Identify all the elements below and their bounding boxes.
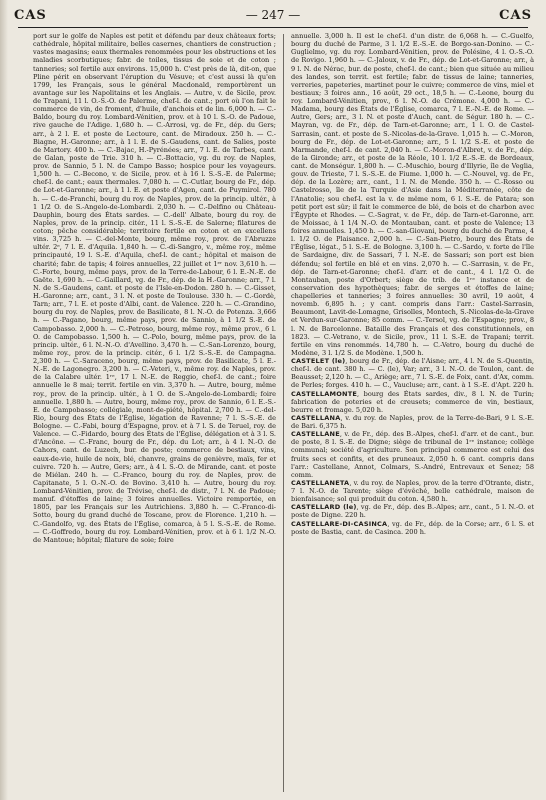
right-column: [291, 32, 534, 794]
left-column-text: port sur le golfe de Naples est petit et défendu par deux châteaux forts; cathédrale, hôpital militaire, belles casernes, chantiers de construction ; vastes magasins; eaux thermales renommées pour les obstructions et les maladies scorbutiques; fabr. de toiles, tissus de soie et de coton ; tanneries; sol fertile aux environs. 15,000 h. C'est près de là, dit-on, que Pline périt en observant l'éruption du Vésuve; et c'est aussi là qu'en 1799, les Français, sous le général Macdonald, remportèrent un avantage sur les Napolitains et les Anglais. — Autre, v. de Sicile, prov. de Trapani, 11 l. O.-S.-O. de Palerme, chef-l. de cant.; port où l'on fait le commerce de vin, de froment, d'huile, d'anchois et de lin. 6,000 h. — C.-Baldo, bourg du roy. Lombard-Vénitien, prov. et à 10 l. S.-O. de Padoue, rive gauche de l'Adige. 1,680 h. — C.-Arrosi, vg. de Fr., dép. du Gers; arr., à 2 l. E. et poste de Lectoure, cant. de Miradoux. 250 h. — C.-Biagne, H.-Garonne; arr., à 1 l. E. de S.-Gaudens, cant. de Salies, poste de Martory. 400 h. — C.-Bajac, H.-Pyrénées; arr., 7 l. E. de Tarbes, cant. de Galan, poste de Trie. 310 h. — C.-Bottacio, vg. du roy. de Naples, prov. de Sannio, 5 l. N. de Campo Basso; hospice pour les voyageurs. 1,500 h. — C.-Becono, v. de Sicile, prov. et à 16 l. S.-S.-E. de Palerme; chef-l. de cant.; eaux thermales. 7,080 h. — C.-Cutlar, bourg de Fr., dép. de Lot-et-Garonne; arr., à 1 l. E. et poste d'Agen, cant. de Puymirol. 780 h. — C.-de-Franchi, bourg du roy. de Naples, prov. de la princip. ultér., à 1 1/2 O. de S.-Angelo-de-Lombardi. 2,030 h. — C.-Delfino ou Château-Dauphin, bourg des États sardes. — C.-dell' Albate, bourg du roy. de Naples, prov. de la princip. citér., 11 l. S.-S.-E. de Salerne; filatures de coton; pêche considérable; territoire fertile en coton et en excellens vins. 3,725 h. — C.-del-Monte, bourg, même roy., prov. de l'Abruzze ultér. 2ᵉ, 7 l. E. d'Aquila. 1,840 h. — C.-di-Sangro, v., même roy., même principauté, 19 l. S.-E. d'Aquila, chef-l. de cant.; hôpital et maison de charité; fabr. de tapis; 4 foires annuelles, 22 juillet et 1ᵉʳ nov. 3,610 h. — C.-Forte, bourg, même pays, prov. de la Terre-de-Labour, 6 l. E.-N.-E. de Gaëte. 1,690 h. — C.-Gaillard, vg. de Fr., dép. de la H.-Garonne; arr., 7 l. N. de S.-Gaudens, cant. et poste de l'Isle-en-Dodon. 280 h. — C.-Gisset, H.-Garonne; arr., cant., 3 l. N. et poste de Toulouse. 330 h. — C.-Gordè, Tarn; arr., 7 l. E. et poste d'Albi, cant. de Valence. 220 h. — C.-Grandino, bourg du roy. de Naples, prov. de Basilicate, 8 l. N.-O. de Potenza. 3,666 h. — C.-Pagano, bourg, même pays, prov. de Sannio, à 1 1/2 S.-E. de Campobasso. 2,000 h. — C.-Petroso, bourg, même roy., même prov., 6 l. O. de Campobasso. 1,500 h. — C.-Polo, bourg, même pays, prov. de la princip. ultér., 6 l. N.-N.-O. d'Avellino. 3,470 h. — C.-San-Lorenzo, bourg, même roy., prov. de la princip. citér., 6 l. 1/2 S.-S.-E. de Campagna. 2,300 h. — C.-Saraceno, bourg, même pays, prov. de Basilicate, 5 l. E.-N.-E. de Lagonegro. 3,200 h. — C.-Veteri, v., même roy. de Naples, prov. de la Calabre ultér. 1ʳᵉ, 17 l. N.-E. de Reggio, chef-l. de cant.; foire annuelle le 8 mai; territ. fertile en vin. 3,370 h. — Autre, bourg, même roy., prov. de la princip. ultér., à 1 O. de S.-Angelo-de-Lombardi; foire annuelle. 1,880 h. — Autre, bourg, même roy., prov. de Sannio, 6 l. E.-S.-E. de Campobasso; collégiale, mont-de-piété, hôpital. 2,700 h. — C.-del-Rio, bourg des États de l'Église, légation de Ravenne; 7 l. S.-S.-E. de Bologne. — C.-Fabi, bourg d'Espagne, prov. et à 7 l. S. de Teruel, roy. de Valence. — C.-Fidardo, bourg des États de l'Église, délégation et à 3 l. S. d'Ancône. — C.-Franc, bourg de Fr., dép. du Lot; arr., à 4 l. N.-O. de Cahors, cant. de Luzech, bur. de poste; commerce de bestiaux, vins, eaux-de-vie, huile de noix, blé, chanvre, grains de genièvre, maïs, fer et cuivre. 720 h. — Autre, Gers; arr., à 4 l. S.-O. de Mirande, cant. et poste de Miélan. 240 h. — C.-Franco, bourg du roy. de Naples, prov. de Capitanate, 5 l. O.-N.-O. de Bovino. 3,410 h. — Autre, bourg du roy. Lombard-Vénitien, prov. de Trévise, chef-l. de distr., 7 l. N. de Padoue; manuf. d'étoffes de laine; 3 foires annuelles. Victoire remportée, en 1805, par les Français sur les Autrichiens. 3,880 h. — C.-Franco-di-Sotto, bourg du grand duché de Toscane, prov. de Florence. 1,210 h. — C.-Gandolfo, vg. des États de l'Église, comarca, à 5 l. S.-S.-E. de Rome. — C.-Goffredo, bourg du roy. Lombard-Vénitien, prov. et à 6 l. 1/2 N.-O. de Mantoue; hôpital; filature de soie; foire: [33, 32, 276, 544]
entry-headword: CASTELET (le): [291, 357, 346, 365]
entry-headword: CASTELLANE: [291, 430, 340, 439]
entry-body: , v. de Fr., dép. des B.-Alpes, chef-l. d'arr. et de cant., bur. de poste, 8 l. S.-E. de Digne; siège de tribunal de 1ʳᵉ instance; collège communal; société d'agriculture. Son principal commerce est celui des fruits secs et confits, et des pruneaux. 2,050 h. 6 cant. compris dans l'arr.: Castellane, Annot, Colmars, S.-André, Entrevaux et Senez; 58 comm.: [291, 430, 534, 479]
right-column-text: annuelle. 3,000 h. Il est le chef-l. d'un distr. de 6,068 h. — C.-Guelfo, bourg du duché de Parme, 3 l. 1/2 E.-S.-E. de Borgo-san-Donino. — C.-Guglielmo, vg. du roy. Lombard-Vénitien, prov. de Polésine, 4 l. O.-S.-O. de Rovigo. 1,960 h. — C.-Jaloux, v. de Fr., dép. de Lot-et-Garonne; arr., à 9 l. N. de Nérac, bur. de poste, chef-l. de cant.; bien que située au milieu des landes, son territ. est fertile; fabr. de tissus de laine; tanneries, verreries, papeteries, martinet pour le cuivre; commerce de vins, miel et bestiaux; 3 foires ann., 16 août, 29 oct., 18,5 h. — C.-Leone, bourg du roy. Lombard-Vénitien, prov., 6 l. N.-O. de Crémone. 4,000 h. — C.-Madama, bourg des États de l'Église, comarca, 7 l. E.-N.-E. de Rome. — Autre, Gers; arr., 3 l. N. et poste d'Auch, cant. de Ségur. 180 h. — C.-Mayran, vg. de Fr., dép. de Tarn-et-Garonne; arr., 1 l. O. de Castel-Sarrasin, cant. et poste de S.-Nicolas-de-la-Grave. 1,015 h. — C.-Moron, bourg de Fr., dép. de Lot-et-Garonne; arr., 5 l. 1/2 S.-E. et poste de Marmande, chef-l. de cant. 2,040 h. — C.-Moron-d'Albret, v. de Fr., dép. de la Gironde; arr., et poste de la Réole, 10 l. 1/2 E.-S.-E. de Bordeaux, cant. de Monségur. 1,800 h. — C.-Muschio, bourg d'Illyrie, île de Veglia, gouv. de Trieste, 7 l. S.-S.-E. de Fiume. 1,000 h. — C.-Nouvel, vg. de Fr., dép. de la Lozère; arr., cant., 1 l. N. de Mende. 350 h. — C.-Rosso ou Castelrosso, île de la Turquie d'Asie dans la Méditerranée, côte de l'Anatolie; sou chef-l. est la v. de même nom, 6 l. S.-E. de Patara; son petit port est sûr; il fait le commerce de blé, de bois et de charbon avec l'Égypte et Rhodes. — C.-Sagrat, v. de Fr., dép. de Tarn-et-Garonne, arr. de Moissac, à 1 1/4 N.-O. de Montauban, cant. et poste de Valence; 13 foires annuelles. 1,450 h. — C.-san-Giovani, bourg du duché de Parme, 4 l. 1/2 O. de Plaisance. 2,000 h. — C.-San-Pietro, bourg des États de l'Église, légat., 5 l. S.-E. de Bologne. 3,100 h. — C.-Sardo, v. forte de l'île de Sardaigne, div. de Sassari, 7 l. N.-E. de Sassari; son port est bien défendu; sol fertile en blé et en vins. 2,070 h. — C.-Sarrasin, v. de Fr., dép. de Tarn-et-Garonne; chef-l. d'arr. et de cant., 4 l. 1/2 O. de Montauban, poste d'Orbert; siège de trib. de 1ʳᵉ instance et de conservation des hypothèques; fabr. de serges et étoffes de laine; chapelleries et tanneries; 3 foires annuelles: 30 avril, 19 août, 4 novemb. 6,895 h. ; y cant. compris dans l'arr.: Castel-Sarrasin, Beaumont, Lavit-de-Lomagne, Grisolles, Montech, S.-Nicolas-de-la-Grave et Verdun-sur-Garonne; 85 comm. — C.-Tersol, vg. de l'Espagne; prov., 8 l. N. de Barcelonne. Bataille des Français et des constitutionnels, en 1823. — C.-Vetrano, v. de Sicile, prov., 11 l. S.-E. de Trapani; territ. fertile en vins renommés. 14,780 h. — C.-Vetro, bourg du duché de Modène, 3 l. 1/2 S. de Modène. 1,500 h.: [291, 32, 534, 357]
entry-headword: CASTELLARE-DI-CASINCA: [291, 519, 388, 528]
entry-body: , v. du roy. de Naples, prov. de la terre d'Otrante, distr., 7 l. N.-O. de Tarente; siège d'évêché, belle cathédrale, maison de bienfaisance; sol qui produit du coton. 4,580 h.: [291, 478, 534, 504]
header-rule: [18, 27, 528, 28]
column-divider: [283, 34, 284, 792]
entry-body: , v. du roy. de Naples, prov. de la Terre-de-Bari, 9 l. S.-E. de Bari. 6,375 h.: [291, 413, 534, 430]
entry-body: , bourg de Fr., dép. de l'Aisne; arr., 4 l. N. de S.-Quentin, chef-l. de cant. 380 h. — C. (le), Var; arr., 3 l. N.-O. de Toulon, cant. de Beausset; 2,120 h. — C., Ariège; arr., 7 l. S.-E. de Foix, cant. d'Ax, comm. de Perles; forges. 410 h. — C., Vaucluse; arr., cant. à 1 S.-E. d'Apt. 220 h.: [291, 357, 534, 390]
entry-castellare-di-casinca: [291, 520, 534, 536]
left-column: [33, 32, 276, 794]
entry-castellane: [291, 430, 534, 479]
entry-castellamonte: [291, 390, 534, 414]
entry-body: , bourg des États sardes, div., 8 l. N. de Turin; fabrication de poteries et de creusets; commerce de vin, bestiaux, beurre et fromage. 5,020 h.: [291, 389, 534, 414]
text-columns: [33, 32, 534, 794]
page-number: — 247 —: [245, 8, 301, 22]
entry-headword: CASTELLANETA: [291, 478, 350, 487]
entry-body: , vg. de Fr., dép. de la Corse; arr., 6 l. S. et poste de Bastia, cant. de Casinca. 200 h.: [291, 519, 534, 536]
entry-castellana: [291, 414, 534, 430]
running-head-right: CAS: [499, 7, 532, 23]
entry-castelet: [291, 357, 534, 390]
running-head-left: CAS: [14, 7, 47, 23]
entry-headword: CASTELLAMONTE: [291, 389, 358, 398]
page-edge-shadow: [0, 0, 8, 800]
entry-castellard: [291, 503, 534, 519]
entry-headword: CASTELLANA: [291, 413, 341, 422]
entry-castellaneta: [291, 479, 534, 503]
page-header: [14, 4, 532, 26]
entry-body: , vg. de Fr., dép. des B.-Alpes; arr., cant., 5 l. N.-O. et poste de Digne. 220 h.: [291, 503, 534, 520]
entry-headword: CASTELLARD (le): [291, 503, 357, 512]
